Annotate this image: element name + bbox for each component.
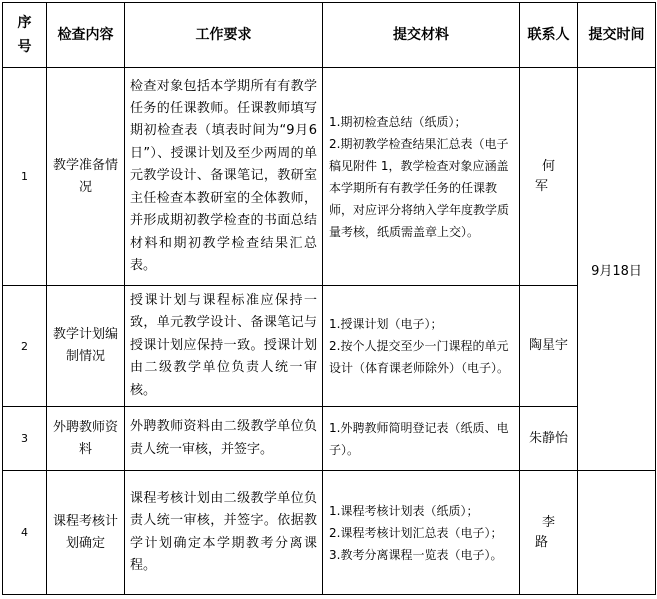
row-requirement: 检查对象包括本学期所有有教学任务的任课教师。任课教师填写期初检查表（填表时间为“9月6日”）、授课计划及至少两周的单元教学设计、备课笔记，教研室主任检查本教研室的全体教师，并形成期初教学检查的书面总结材料和期初教学检查结果汇总表。 [125, 68, 323, 286]
submit-time: 9月18日 [578, 68, 656, 471]
empty-cell [578, 471, 656, 595]
header-contact: 联系人 [520, 3, 578, 68]
material-line: 1.外聘教师简明登记表（纸质、电子）。 [329, 420, 509, 457]
table-row [3, 471, 656, 595]
row-requirement: 外聘教师资料由二级教学单位负责人统一审核，并签字。 [125, 407, 323, 471]
row-number: 1 [3, 68, 47, 286]
row-materials [323, 286, 520, 407]
row-item: 课程考核计划确定 [47, 471, 125, 595]
material-line: 1.授课计划（电子）； [329, 317, 443, 331]
row-number: 2 [3, 286, 47, 407]
row-number: 4 [3, 471, 47, 595]
material-line: 3.教考分离课程一览表（电子）。 [329, 547, 503, 562]
row-item: 教学准备情况 [47, 68, 125, 286]
material-line: 1.课程考核计划表（纸质）； [329, 503, 479, 518]
header-item: 检查内容 [47, 3, 125, 68]
row-materials [323, 471, 520, 595]
row-requirement: 课程考核计划由二级教学单位负责人统一审核，并签字。依据教学计划确定本学期教考分离课程。 [125, 471, 323, 595]
table-row [3, 68, 656, 286]
table-row [3, 286, 656, 407]
material-line: 2.期初教学检查结果汇总表（电子稿见附件 1，教学检查对象应涵盖本学期所有有教学任务的任课教师，对应评分将纳入学年度教学质量考核，纸质需盖章上交）。 [329, 136, 510, 239]
row-item: 外聘教师资料 [47, 407, 125, 471]
header-requirement: 工作要求 [125, 3, 323, 68]
row-materials [323, 68, 520, 286]
row-item: 教学计划编制情况 [47, 286, 125, 407]
row-contact: 朱静怡 [520, 407, 578, 471]
header-row [3, 3, 656, 68]
material-line: 2.课程考核计划汇总表（电子）； [329, 525, 503, 540]
row-contact: 何军 [520, 68, 578, 286]
material-line: 1.期初检查总结（纸质）； [329, 114, 467, 129]
row-number: 3 [3, 407, 47, 471]
row-contact: 李路 [520, 471, 578, 595]
material-line: 2.按个人提交至少一门课程的单元设计（体育课老师除外）（电子）。 [329, 339, 510, 375]
inspection-table [2, 2, 656, 595]
row-requirement: 授课计划与课程标准应保持一致，单元教学设计、备课笔记与授课计划应保持一致。授课计划由二级教学单位负责人统一审核。 [125, 286, 323, 407]
header-no: 序号 [3, 3, 47, 68]
header-materials: 提交材料 [323, 3, 520, 68]
row-contact: 陶星宇 [520, 286, 578, 407]
header-time: 提交时间 [578, 3, 656, 68]
row-materials [323, 407, 520, 471]
table-row [3, 407, 656, 471]
